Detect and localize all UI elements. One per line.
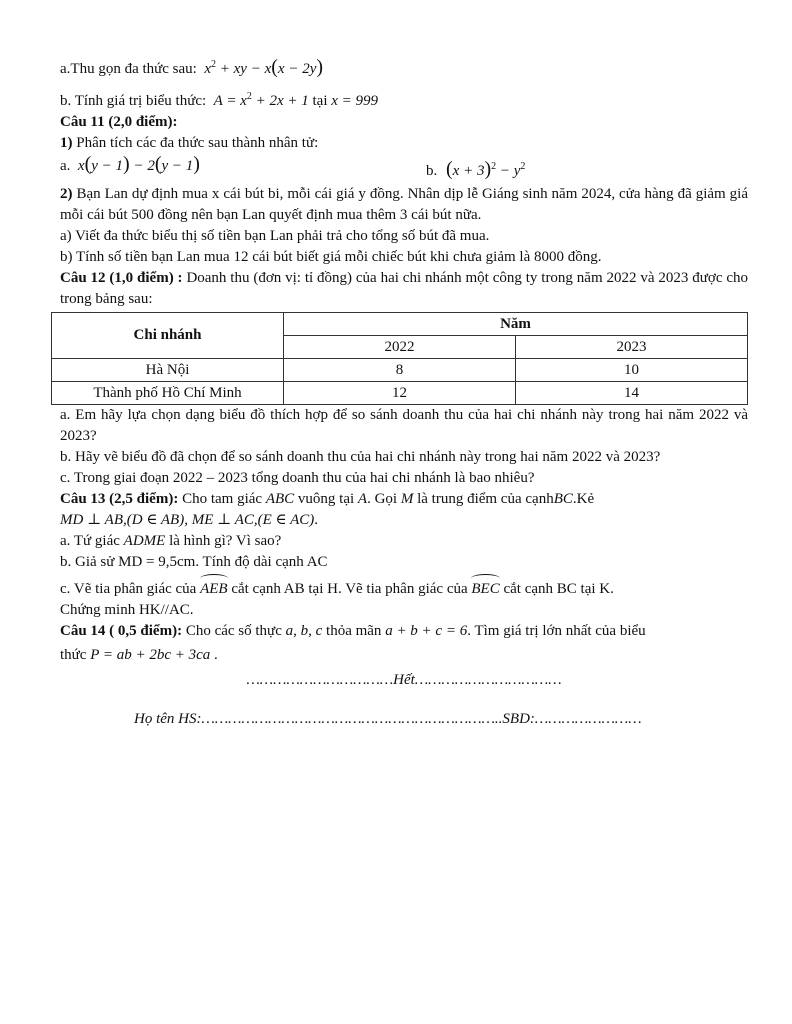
question-10a: a.Thu gọn đa thức sau: $x^2$ + xy − x(x − 2y) — [60, 56, 324, 78]
question-11-part-2: 2) Bạn Lan dự định mua x cái bút bi, mỗi cái giá y đồng. Nhân dịp lễ Giáng sinh năm 2024, cửa hàng đã giảm giá mỗi cái bút 500 đồng nên bạn Lan quyết định mua thêm 3 cái bút nữa. — [60, 186, 748, 223]
table-row: Hà Nội 8 10 — [52, 359, 748, 382]
question-13b: b. Giả sử MD = 9,5cm. Tính độ dài cạnh AC — [60, 554, 328, 570]
table-row: Thành phố Hồ Chí Minh 12 14 — [52, 382, 748, 405]
question-12c: c. Trong giai đoạn 2022 – 2023 tổng doanh thu của hai chi nhánh là bao nhiêu? — [60, 470, 535, 486]
question-13c-proof: Chứng minh HK//AC. — [60, 602, 194, 618]
question-13a: a. Tứ giác ADME là hình gì? Vì sao? — [60, 533, 282, 549]
question-11-part-1: 1) Phân tích các đa thức sau thành nhân tử: — [60, 135, 319, 151]
question-13-construction: MD ⊥ AB,(D ∈ AB), ME ⊥ AC,(E ∈ AC). — [60, 512, 319, 528]
question-12a: a. Em hãy lựa chọn dạng biểu đồ thích hợp để so sánh doanh thu của hai chi nhánh này trong hai năm 2022 và 2023? — [60, 407, 748, 444]
question-11-1a: a. x(y − 1) − 2(y − 1) — [60, 153, 200, 175]
exam-page — [60, 54, 748, 730]
student-info-line: Họ tên HS:…………………………………………………………..SBD:…………………… — [134, 711, 642, 727]
question-13c: c. Vẽ tia phân giác của AEB cắt cạnh AB tại H. Vẽ tia phân giác của BEC cắt cạnh BC tại K. — [60, 579, 748, 600]
end-marker: ……………………………Hết…………………………… — [246, 672, 562, 688]
question-11-2a: a) Viết đa thức biểu thị số tiền bạn Lan phải trả cho tổng số bút đã mua. — [60, 228, 490, 244]
question-10b: b. Tính giá trị biểu thức: $A = x^2 + 2x + 1$ tại x = 999 — [60, 91, 379, 109]
question-14-expression: thức P = ab + 2bc + 3ca . — [60, 647, 218, 663]
revenue-table — [51, 312, 748, 405]
question-12-intro: Câu 12 (1,0 điểm) : Doanh thu (đơn vị: tỉ đồng) của hai chi nhánh một công ty trong năm 2022 và 2023 được cho trong bảng sau: — [60, 270, 749, 307]
question-11-heading: Câu 11 (2,0 điểm): — [60, 114, 178, 130]
question-11-1b: b. $(x + 3)^2 - y^2$ — [426, 158, 526, 180]
table-header-branch: Chi nhánh — [52, 313, 284, 359]
question-11-2b: b) Tính số tiền bạn Lan mua 12 cái bút biết giá mỗi chiếc bút khi chưa giảm là 8000 đồng. — [60, 249, 602, 265]
table-header-year: Năm — [284, 313, 748, 336]
question-11-1-items — [60, 153, 748, 182]
table-year-2022: 2022 — [284, 336, 516, 359]
table-year-2023: 2023 — [516, 336, 748, 359]
question-13-intro: Câu 13 (2,5 điểm): Cho tam giác ABC vuông tại A. Gọi M là trung điểm của cạnhBC.Kẻ — [60, 491, 595, 507]
question-14: Câu 14 ( 0,5 điểm): Cho các số thực a, b, c thỏa mãn a + b + c = 6. Tìm giá trị lớn nhất của biểu — [60, 623, 646, 639]
question-12b: b. Hãy vẽ biểu đồ đã chọn để so sánh doanh thu của hai chi nhánh này trong hai năm 2022 và 2023? — [60, 449, 661, 465]
